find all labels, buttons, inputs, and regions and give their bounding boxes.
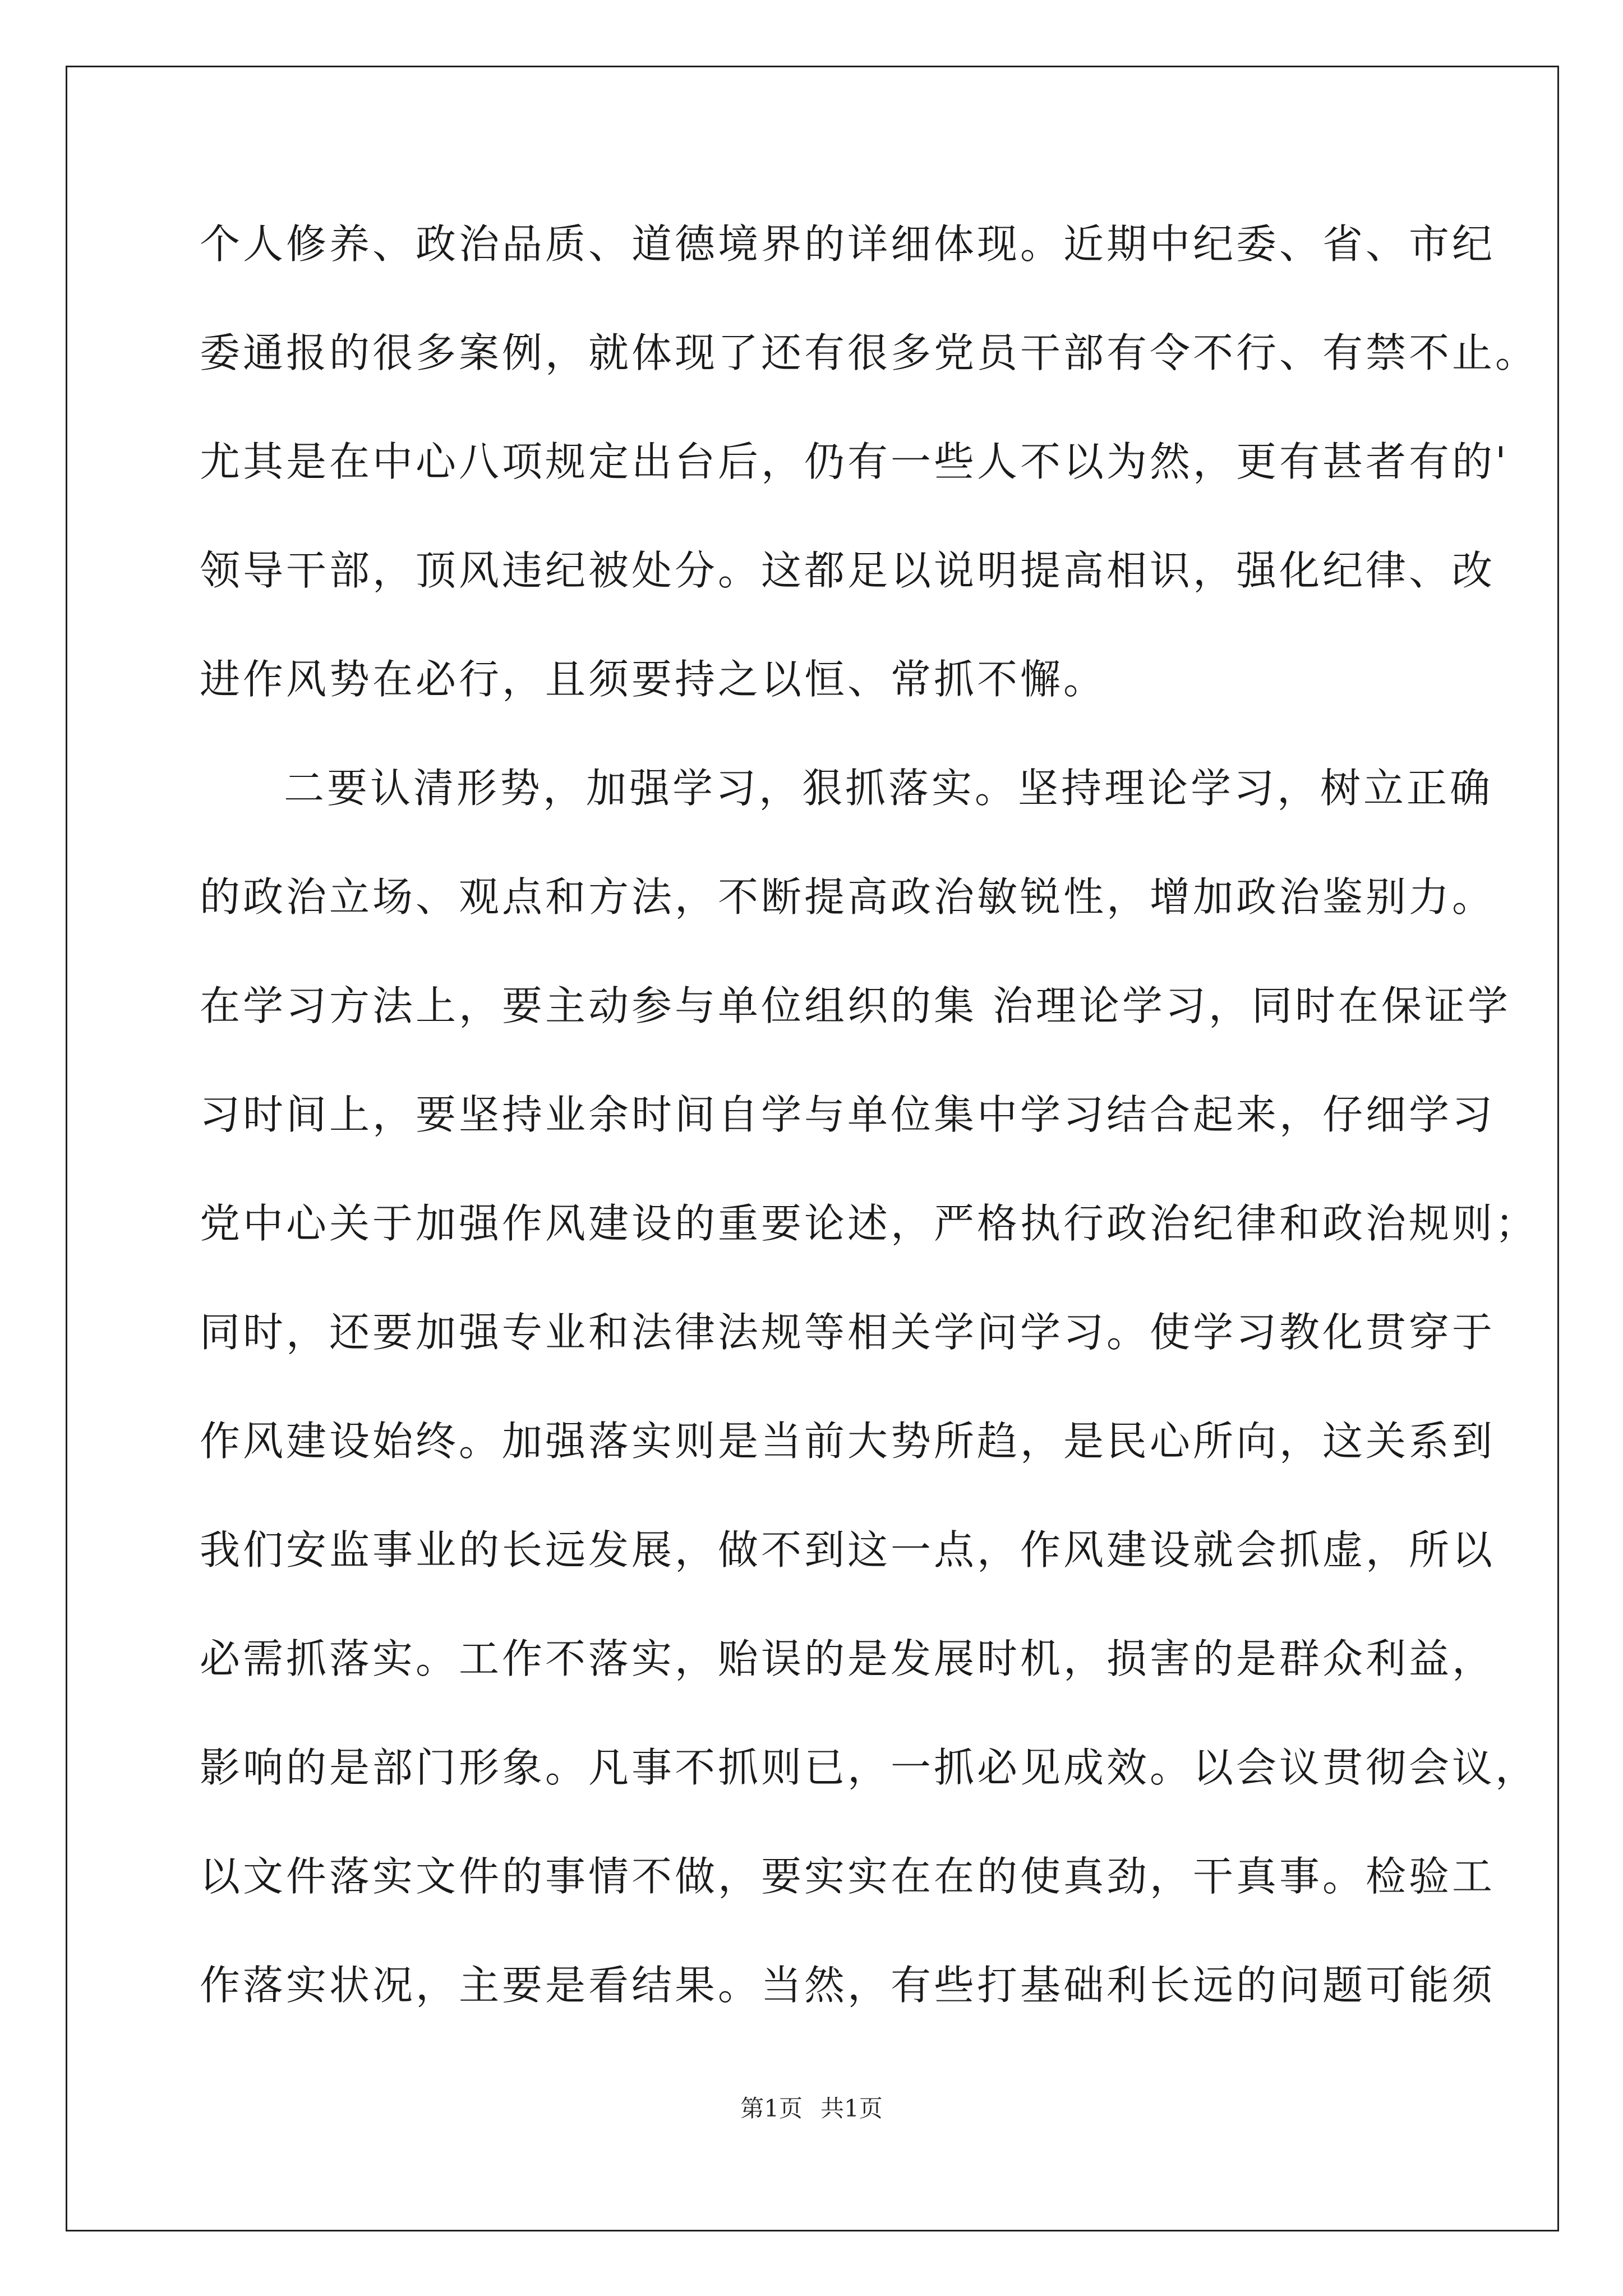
text-line: 必需抓落实。工作不落实，贻误的是发展时机，损害的是群众利益， (200, 1635, 1496, 1682)
page-total: 共1页 (820, 2095, 883, 2122)
text-line: 委通报的很多案例，就体现了还有很多党员干部有令不行、有禁不止。 (200, 329, 1539, 376)
text-line: 同时，还要加强专业和法律法规等相关学问学习。使学习教化贯穿于 (200, 1309, 1496, 1356)
text-line: 在学习方法上，要主动参与单位组织的集 治理论学习，同时在保证学 (200, 982, 1511, 1029)
text-line: 作风建设始终。加强落实则是当前大势所趋，是民心所向，这关系到 (200, 1418, 1496, 1465)
document-body (200, 213, 1539, 2063)
text-line: 个人修养、政治品质、道德境界的详细体现。近期中纪委、省、市纪 (200, 220, 1496, 268)
text-line: 领导干部，顶风违纪被处分。这都足以说明提高相识，强化纪律、改 (200, 547, 1496, 594)
text-line: 作落实状况，主要是看结果。当然，有些打基础利长远的问题可能须 (200, 1962, 1496, 2009)
text-line: 的政治立场、观点和方法，不断提高政治敏锐性，增加政治鉴别力。 (200, 873, 1496, 921)
text-line: 影响的是部门形象。凡事不抓则已，一抓必见成效。以会议贯彻会议， (200, 1744, 1539, 1791)
text-line: 尤其是在中心八项规定出台后，仍有一些人不以为然，更有甚者有的' (200, 438, 1509, 485)
paragraph-start-line: 二要认清形势，加强学习，狠抓落实。坚持理论学习，树立正确 (284, 765, 1493, 812)
text-line: 我们安监事业的长远发展，做不到这一点，作风建设就会抓虚，所以 (200, 1526, 1496, 1573)
text-line: 进作风势在必行，且须要持之以恒、常抓不懈。 (200, 656, 1107, 703)
page-footer (0, 2090, 1623, 2124)
text-line: 习时间上，要坚持业余时间自学与单位集中学习结合起来，仔细学习 (200, 1091, 1496, 1138)
text-line: 党中心关于加强作风建设的重要论述，严格执行政治纪律和政治规则； (200, 1200, 1539, 1247)
text-line: 以文件落实文件的事情不做，要实实在在的使真劲，干真事。检验工 (200, 1853, 1496, 1900)
page-number: 第1页 (740, 2095, 803, 2122)
